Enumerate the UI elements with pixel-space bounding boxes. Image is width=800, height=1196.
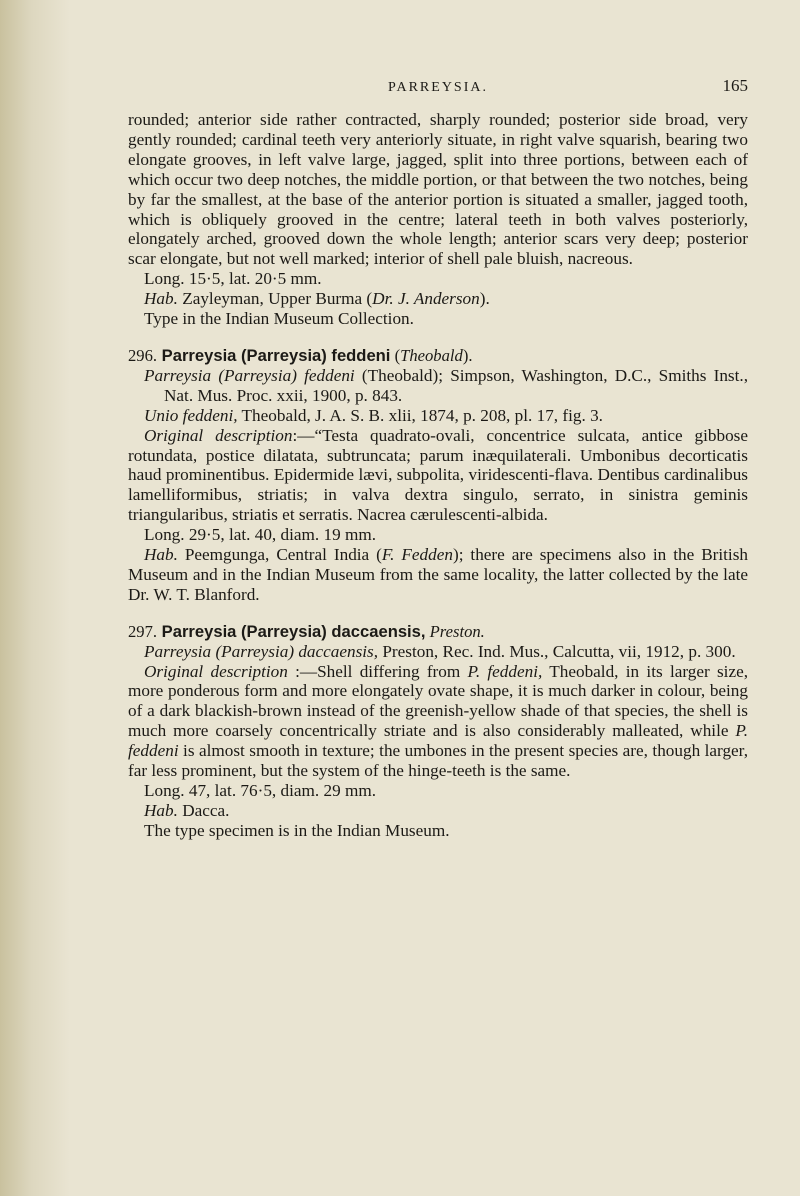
hab-label: Hab. (144, 800, 178, 820)
hab-collector: Dr. J. Anderson (372, 289, 480, 309)
habitat (128, 801, 748, 821)
type-note: The type specimen is in the Indian Museum. (144, 820, 450, 840)
ref-text: (Theobald); Simpson, Washington, D.C., Smiths Inst., Nat. Mus. Proc. xxii, 1900, p. 843. (164, 365, 748, 405)
orig-label: Original description (144, 425, 293, 445)
entry-author-close: ). (462, 345, 473, 365)
entry-number: 297. (128, 621, 158, 641)
synonymy-reference (128, 642, 748, 662)
entry-heading-296 (128, 346, 748, 366)
orig-text: :—Shell differing from (287, 661, 468, 681)
measurements: Long. 47, lat. 76·5, diam. 29 mm. (144, 781, 377, 800)
orig-text: is almost smooth in texture; the umbones in the present species are, though larger, far less prominent, but the system of the hinge-teeth is the same. (128, 741, 748, 781)
hab-collector: F. Fedden (381, 545, 453, 565)
measurements: Long. 29·5, lat. 40, diam. 19 mm. (144, 525, 377, 545)
hab-label: Hab. (144, 289, 178, 309)
entry-author: Theobald (400, 345, 463, 365)
synonymy-reference (128, 406, 748, 426)
measurements: Long. 15·5, lat. 20·5 mm. (144, 269, 322, 289)
entry-title: Parreysia (Parreysia) daccaensis, (161, 621, 426, 641)
habitat (128, 289, 748, 309)
hab-close: ); there are specimens also in the British Museum and in the Indian Museum from the same locality, the latter collected by the late Dr. W. T. Blanford. (128, 545, 748, 604)
type-note: Type in the Indian Museum Collection. (144, 309, 414, 329)
hab-text: Zayleyman, Upper Burma ( (177, 289, 373, 309)
species-description: rounded; anterior side rather contracted, sharply rounded; posterior side broad, very gently rounded; cardinal teeth very anteriorly situate, in right valve squarish, bearing two elongate grooves, in left valve large, jagged, split into three portions, between each of which occur two deep notches, the middle portion, or that between the two notches, being by far the smallest, at the base of the anterior portion is situated a smaller, jagged tooth, which is obliquely grooved in the centre; lateral teeth in both valves posteriorly, elongately arched, grooved down the whole length; anterior scars very deep; posterior scar elongate, but not well marked; interior of shell pale bluish, nacreous. (128, 110, 748, 269)
page-edge-shadow (0, 0, 70, 1196)
entry-title: Parreysia (Parreysia) feddeni (161, 345, 391, 365)
ref-text: Theobald, J. A. S. B. xlii, 1874, p. 208, pl. 17, fig. 3. (237, 405, 603, 425)
entry-author-open: ( (390, 345, 401, 365)
entry-heading-297 (128, 622, 748, 642)
entry-number: 296. (128, 345, 158, 365)
orig-species: P. feddeni (128, 721, 748, 761)
ref-name: Parreysia (Parreysia) daccaensis, (144, 641, 379, 661)
ref-name: Parreysia (Parreysia) feddeni (144, 365, 355, 385)
running-header (128, 76, 748, 98)
page-number: 165 (722, 76, 748, 95)
hab-close: ). (479, 289, 490, 309)
ref-name: Unio feddeni, (144, 405, 238, 425)
synonymy-reference (128, 366, 748, 406)
hab-label: Hab. (144, 545, 178, 565)
original-description (128, 426, 748, 526)
book-page (128, 0, 748, 1196)
hab-text: Dacca. (177, 800, 230, 820)
orig-text: :—“Testa quadrato-ovali, concentrice sulcata, antice gibbose rotundata, postice dilatata, subtruncata; parum inæquilaterali. Umbonibus decorticatis haud prominentibus. Epidermide lævi, subpolita, viridescenti-flava. Dentibus cardinalibus lamelliformibus, striatis; in valva dextra singulo, serrato, in sinistra geminis triangularibus, striatis et serratis. Nacrea cærulescenti-albida. (128, 425, 748, 525)
page-body (128, 110, 748, 841)
orig-label: Original description (144, 661, 288, 681)
habitat (128, 545, 748, 605)
orig-species: P. feddeni, (467, 661, 543, 681)
entry-author: Preston. (425, 621, 485, 641)
hab-text: Peemgunga, Central India ( (177, 545, 382, 565)
orig-text: Theobald, in its larger size, more ponderous form and more elongately ovate shape, it is much darker in colour, being of a dark blackish-brown instead of the greenish-yellow shade of that species, the shell is much more coarsely concentrically striate and is also considerably malleated, while (128, 661, 749, 741)
original-description (128, 662, 748, 781)
running-title: PARREYSIA. (387, 80, 488, 95)
ref-text: Preston, Rec. Ind. Mus., Calcutta, vii, 1912, p. 300. (378, 641, 736, 661)
